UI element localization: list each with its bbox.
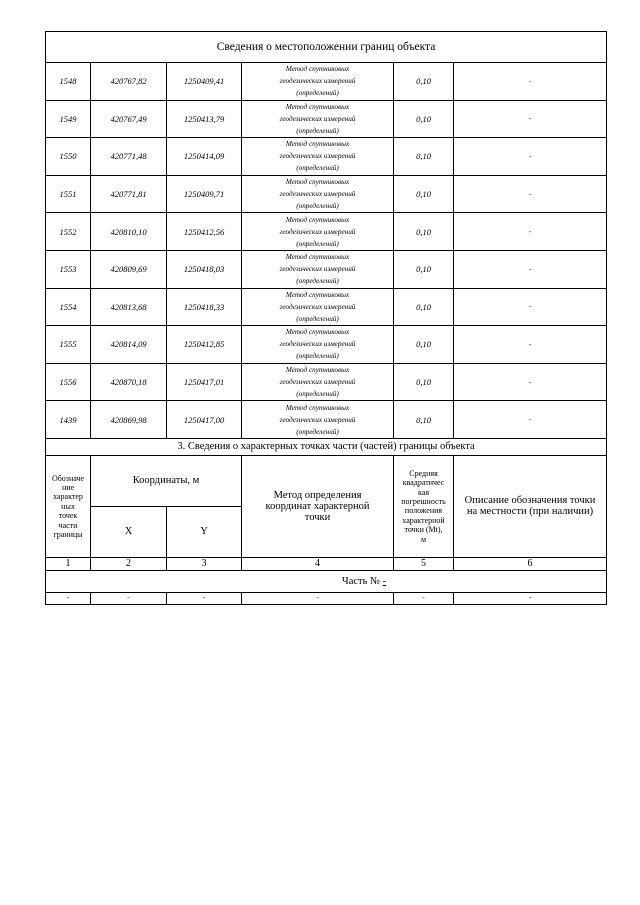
column-number: 5 xyxy=(394,557,454,570)
method-line: геодезических измерений xyxy=(279,378,356,387)
method-line: Метод спутниковых xyxy=(285,366,350,375)
method-line: (определений) xyxy=(296,126,339,135)
header-description xyxy=(454,455,607,557)
header-line: ние xyxy=(61,482,75,492)
method-line: Метод спутниковых xyxy=(285,102,350,111)
coord-x: 420771,48 xyxy=(91,138,167,176)
method-line: (определений) xyxy=(296,427,339,436)
header-line: части xyxy=(58,520,78,530)
column-number: 4 xyxy=(242,557,394,570)
table-title: Сведения о местоположении границ объекта xyxy=(46,32,607,63)
method-line: Метод спутниковых xyxy=(285,403,350,412)
mean-error: 0,10 xyxy=(394,288,454,326)
coord-x: 420814,09 xyxy=(91,326,167,364)
empty-cell: - xyxy=(167,592,242,604)
method-line: Метод спутниковых xyxy=(285,290,350,299)
method-line: Метод спутниковых xyxy=(285,215,350,224)
method-line: (определений) xyxy=(296,89,339,98)
coord-x: 420870,18 xyxy=(91,363,167,401)
header-line: Описание обозначения точки xyxy=(464,495,596,507)
method-line: геодезических измерений xyxy=(279,340,356,349)
method-cell xyxy=(242,250,394,288)
method-cell xyxy=(242,326,394,364)
point-number: 1548 xyxy=(46,63,91,101)
mean-error: 0,10 xyxy=(394,138,454,176)
method-line: Метод спутниковых xyxy=(285,253,350,262)
column-number: 3 xyxy=(167,557,242,570)
coord-y: 1250412,85 xyxy=(167,326,242,364)
description: - xyxy=(454,288,607,326)
description: - xyxy=(454,63,607,101)
header-line: характер xyxy=(53,492,83,502)
point-number: 1554 xyxy=(46,288,91,326)
header-row xyxy=(46,455,607,506)
header-line: Обозначе xyxy=(51,473,85,483)
coord-x: 420809,69 xyxy=(91,250,167,288)
header-line: квадратичес xyxy=(402,478,445,488)
method-line: геодезических измерений xyxy=(279,114,356,123)
empty-cell: - xyxy=(46,592,91,604)
method-cell xyxy=(242,401,394,439)
boundary-table xyxy=(45,31,607,605)
table-row xyxy=(46,138,607,176)
empty-cell: - xyxy=(394,592,454,604)
table-row xyxy=(46,175,607,213)
empty-cell: - xyxy=(242,592,394,604)
header-line: погрешность xyxy=(401,497,446,507)
part-cell xyxy=(46,570,607,592)
method-line: геодезических измерений xyxy=(279,415,356,424)
coord-x: 420771,81 xyxy=(91,175,167,213)
description: - xyxy=(454,213,607,251)
header-y: Y xyxy=(167,506,242,557)
coord-y: 1250409,41 xyxy=(167,63,242,101)
method-line: Метод спутниковых xyxy=(285,140,350,149)
method-line: (определений) xyxy=(296,239,339,248)
mean-error: 0,10 xyxy=(394,401,454,439)
point-number: 1439 xyxy=(46,401,91,439)
header-line: точек xyxy=(58,511,78,521)
coord-y: 1250409,71 xyxy=(167,175,242,213)
mean-error: 0,10 xyxy=(394,100,454,138)
coord-x: 420810,10 xyxy=(91,213,167,251)
method-cell xyxy=(242,213,394,251)
point-number: 1556 xyxy=(46,363,91,401)
method-cell xyxy=(242,175,394,213)
description: - xyxy=(454,250,607,288)
table-row xyxy=(46,213,607,251)
mean-error: 0,10 xyxy=(394,363,454,401)
header-point-designation xyxy=(46,455,91,557)
section3-row xyxy=(46,438,607,455)
header-line: Метод определения xyxy=(273,489,362,501)
part-label: Часть № xyxy=(341,575,381,587)
method-line: геодезических измерений xyxy=(279,265,356,274)
point-number: 1550 xyxy=(46,138,91,176)
method-line: геодезических измерений xyxy=(279,227,356,236)
method-line: Метод спутниковых xyxy=(285,65,350,74)
coord-x: 420767,82 xyxy=(91,63,167,101)
point-number: 1555 xyxy=(46,326,91,364)
title-row xyxy=(46,32,607,63)
coord-x: 420869,98 xyxy=(91,401,167,439)
empty-cell: - xyxy=(454,592,607,604)
column-number: 1 xyxy=(46,557,91,570)
header-line: кая xyxy=(418,487,429,497)
header-line: координат характерной xyxy=(265,500,370,512)
description: - xyxy=(454,138,607,176)
part-row xyxy=(46,570,607,592)
coord-y: 1250418,03 xyxy=(167,250,242,288)
method-line: Метод спутниковых xyxy=(285,178,350,187)
point-number: 1553 xyxy=(46,250,91,288)
coord-y: 1250413,79 xyxy=(167,100,242,138)
header-line: точки xyxy=(304,511,331,523)
mean-error: 0,10 xyxy=(394,326,454,364)
coord-y: 1250412,56 xyxy=(167,213,242,251)
method-cell xyxy=(242,63,394,101)
mean-error: 0,10 xyxy=(394,250,454,288)
mean-error: 0,10 xyxy=(394,175,454,213)
table-row xyxy=(46,63,607,101)
method-line: геодезических измерений xyxy=(279,190,356,199)
header-mean-error xyxy=(394,455,454,557)
method-line: (определений) xyxy=(296,277,339,286)
method-line: (определений) xyxy=(296,202,339,211)
section3-title: 3. Сведения о характерных точках части (частей) границы объекта xyxy=(46,438,607,455)
method-cell xyxy=(242,138,394,176)
method-cell xyxy=(242,100,394,138)
table-row xyxy=(46,326,607,364)
header-method xyxy=(242,455,394,557)
table-row xyxy=(46,100,607,138)
header-line: точки (Mt), xyxy=(404,525,443,535)
empty-row xyxy=(46,592,607,604)
header-line: положения xyxy=(404,506,443,516)
header-line: на местности (при наличии) xyxy=(466,506,594,518)
table-row xyxy=(46,363,607,401)
description: - xyxy=(454,100,607,138)
table-row xyxy=(46,401,607,439)
method-line: (определений) xyxy=(296,314,339,323)
header-line: Средняя xyxy=(409,468,438,478)
description: - xyxy=(454,326,607,364)
point-number: 1552 xyxy=(46,213,91,251)
mean-error: 0,10 xyxy=(394,213,454,251)
method-line: (определений) xyxy=(296,164,339,173)
description: - xyxy=(454,401,607,439)
header-line: характерной xyxy=(402,515,445,525)
method-line: геодезических измерений xyxy=(279,152,356,161)
description: - xyxy=(454,175,607,213)
point-number: 1551 xyxy=(46,175,91,213)
header-x: X xyxy=(91,506,167,557)
header-coordinates: Координаты, м xyxy=(91,455,242,506)
method-line: Метод спутниковых xyxy=(285,328,350,337)
method-line: геодезических измерений xyxy=(279,77,356,86)
header-line: границы xyxy=(53,529,83,539)
method-line: (определений) xyxy=(296,352,339,361)
header-line: ных xyxy=(61,501,75,511)
column-number: 6 xyxy=(454,557,607,570)
method-cell xyxy=(242,363,394,401)
table-row xyxy=(46,288,607,326)
column-number-row xyxy=(46,557,607,570)
coord-y: 1250414,09 xyxy=(167,138,242,176)
header-line: м xyxy=(420,534,427,544)
point-number: 1549 xyxy=(46,100,91,138)
description: - xyxy=(454,363,607,401)
mean-error: 0,10 xyxy=(394,63,454,101)
table-row xyxy=(46,250,607,288)
column-number: 2 xyxy=(91,557,167,570)
method-line: геодезических измерений xyxy=(279,302,356,311)
coord-x: 420767,49 xyxy=(91,100,167,138)
method-cell xyxy=(242,288,394,326)
coord-y: 1250417,01 xyxy=(167,363,242,401)
method-line: (определений) xyxy=(296,390,339,399)
coord-y: 1250417,00 xyxy=(167,401,242,439)
coord-x: 420813,68 xyxy=(91,288,167,326)
part-number: - xyxy=(382,575,387,587)
empty-cell: - xyxy=(91,592,167,604)
coord-y: 1250418,33 xyxy=(167,288,242,326)
